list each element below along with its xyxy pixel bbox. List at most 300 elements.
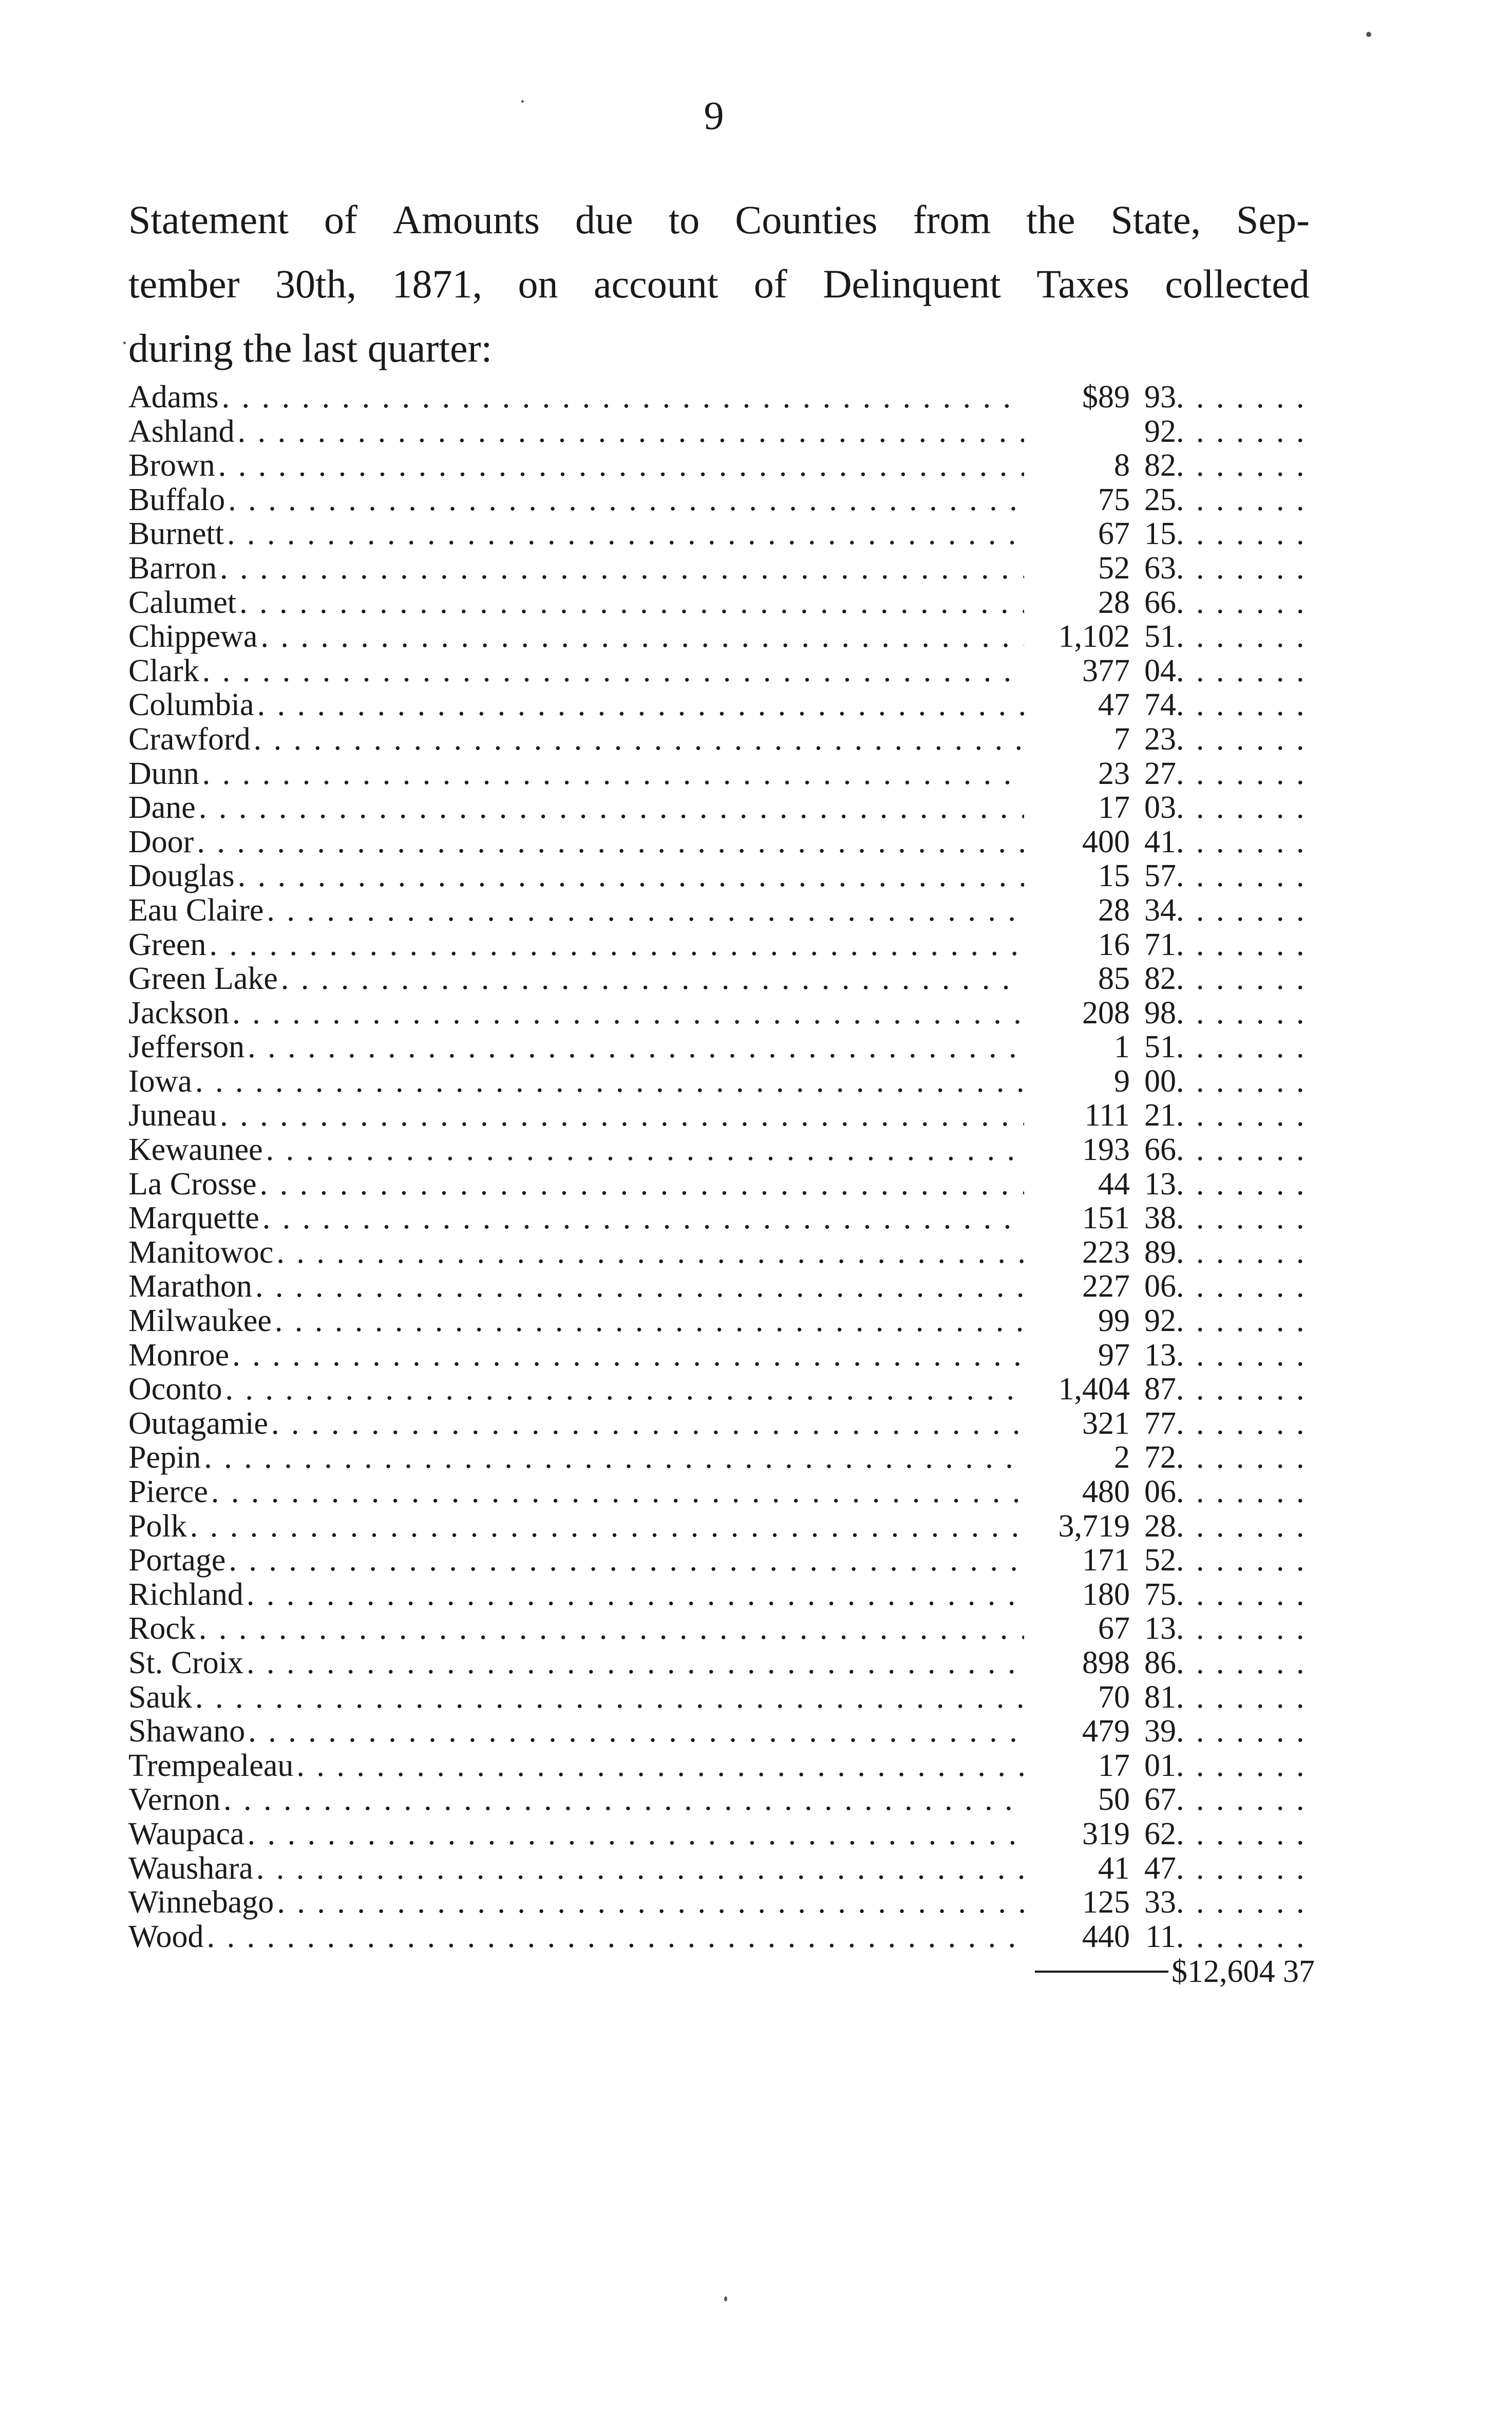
heading-line-1 — [128, 188, 1310, 252]
scan-speck — [1366, 32, 1371, 37]
heading-word: Counties — [735, 197, 878, 242]
county-row — [128, 688, 1315, 722]
dot-leader-tail — [1176, 1680, 1315, 1715]
dot-leader — [262, 1201, 1024, 1235]
amount-cents: 04 — [1144, 653, 1176, 688]
county-name: Ashland — [128, 414, 235, 449]
county-row — [128, 1920, 1315, 1954]
amount-dollars: 28 — [1098, 892, 1130, 928]
dot-leader-tail — [1176, 825, 1315, 859]
county-row — [128, 928, 1315, 962]
amount-cents: 51 — [1144, 619, 1176, 654]
county-name: Pierce — [128, 1474, 208, 1509]
heading-word: of — [324, 197, 357, 242]
county-name: Waushara — [128, 1850, 253, 1886]
county-name: Polk — [128, 1508, 187, 1544]
dot-leader-tail — [1176, 1440, 1315, 1475]
county-row — [128, 1201, 1315, 1235]
amount-cents: 62 — [1144, 1816, 1176, 1851]
dot-leader — [271, 1407, 1024, 1441]
county-row — [128, 996, 1315, 1031]
amount-cents: 86 — [1144, 1645, 1176, 1680]
heading-word: State, — [1110, 197, 1201, 242]
dot-leader — [248, 1817, 1024, 1851]
county-row — [128, 1817, 1315, 1851]
statement-heading — [128, 188, 1310, 380]
amount-cents: 33 — [1144, 1885, 1176, 1920]
dot-leader — [207, 1920, 1024, 1954]
county-row — [128, 380, 1315, 415]
amount-dollars: 400 — [1082, 824, 1130, 859]
amount-dollars: 23 — [1098, 756, 1130, 791]
county-row — [128, 893, 1315, 928]
amount-cents: 01 — [1144, 1748, 1176, 1783]
county-row — [128, 1612, 1315, 1646]
dot-leader — [256, 1851, 1024, 1886]
heading-word: Statement — [128, 197, 289, 242]
amount-dollars: 85 — [1098, 961, 1130, 997]
amount-dollars: 898 — [1082, 1645, 1130, 1680]
dot-leader — [202, 757, 1024, 791]
county-row — [128, 1851, 1315, 1886]
amount-dollars: 99 — [1098, 1303, 1130, 1339]
county-name: Manitowoc — [128, 1234, 274, 1270]
dot-leader — [195, 1064, 1024, 1099]
dot-leader — [232, 996, 1024, 1031]
county-name: Brown — [128, 448, 215, 483]
dot-leader-tail — [1176, 1133, 1315, 1167]
total-rule — [1035, 1971, 1168, 1973]
county-name: Green Lake — [128, 961, 278, 997]
dot-leader — [276, 1235, 1024, 1270]
county-row — [128, 791, 1315, 825]
dot-leader-tail — [1176, 448, 1315, 483]
county-row — [128, 1578, 1315, 1612]
dot-leader — [220, 551, 1024, 586]
amount-cents: 92 — [1144, 1303, 1176, 1339]
heading-word: 30th, — [275, 261, 357, 306]
amount-cents: 11 — [1145, 1919, 1176, 1954]
dot-leader — [266, 1133, 1024, 1167]
county-name: Portage — [128, 1543, 226, 1578]
dot-leader-tail — [1176, 722, 1315, 757]
county-row — [128, 1749, 1315, 1783]
county-name: Waupaca — [128, 1816, 244, 1851]
heading-word: collected — [1165, 261, 1310, 306]
county-name: Winnebago — [128, 1885, 274, 1920]
heading-word: Taxes — [1036, 261, 1129, 306]
dot-leader-tail — [1176, 620, 1315, 654]
dot-leader-tail — [1176, 688, 1315, 722]
heading-word: of — [753, 261, 787, 306]
amount-cents: 92 — [1144, 414, 1176, 449]
dot-leader-tail — [1176, 654, 1315, 688]
county-name: Shawano — [128, 1714, 245, 1749]
amount-cents: 47 — [1144, 1850, 1176, 1886]
dot-leader — [195, 1680, 1024, 1715]
dot-leader — [239, 586, 1024, 620]
amount-cents: 06 — [1144, 1269, 1176, 1304]
amount-cents: 39 — [1144, 1714, 1176, 1749]
dot-leader-tail — [1176, 1783, 1315, 1817]
heading-word: account — [593, 261, 719, 306]
dot-leader-tail — [1176, 1269, 1315, 1304]
county-name: Rock — [128, 1611, 196, 1646]
county-row — [128, 1098, 1315, 1133]
amount-dollars: 17 — [1098, 1748, 1130, 1783]
amount-cents: 98 — [1144, 995, 1176, 1031]
amount-dollars: 479 — [1082, 1714, 1130, 1749]
county-name: Burnett — [128, 516, 224, 552]
county-row — [128, 1235, 1315, 1270]
county-name: Jackson — [128, 995, 230, 1031]
dot-leader — [260, 1167, 1024, 1202]
dot-leader — [232, 1338, 1024, 1373]
amount-dollars: 223 — [1082, 1234, 1130, 1270]
county-name: St. Croix — [128, 1645, 243, 1680]
dot-leader-tail — [1176, 757, 1315, 791]
county-row — [128, 757, 1315, 791]
county-row — [128, 859, 1315, 893]
dot-leader — [238, 859, 1024, 893]
dot-leader-tail — [1176, 1304, 1315, 1338]
amount-dollars: 28 — [1098, 585, 1130, 620]
county-name: Wood — [128, 1919, 204, 1954]
heading-word: tember — [128, 261, 240, 306]
county-name: La Crosse — [128, 1166, 257, 1202]
amount-cents: 06 — [1144, 1474, 1176, 1509]
amount-cents: 74 — [1144, 687, 1176, 723]
county-amounts-table — [128, 380, 1315, 1990]
heading-word: due — [575, 197, 633, 242]
heading-line-3: during the last quarter: — [128, 326, 493, 370]
amount-cents: 25 — [1144, 482, 1176, 517]
county-row — [128, 654, 1315, 688]
county-name: Milwaukee — [128, 1303, 272, 1339]
county-name: Marquette — [128, 1201, 259, 1236]
dot-leader-tail — [1176, 893, 1315, 928]
amount-dollars: 41 — [1098, 1850, 1130, 1886]
amount-cents: 75 — [1144, 1577, 1176, 1612]
heading-line-2 — [128, 252, 1310, 316]
county-name: Clark — [128, 653, 199, 688]
amount-dollars: 125 — [1082, 1885, 1130, 1920]
amount-cents: 00 — [1144, 1063, 1176, 1099]
amount-cents: 34 — [1144, 892, 1176, 928]
dot-leader-tail — [1176, 1338, 1315, 1373]
dot-leader — [204, 1440, 1024, 1475]
amount-dollars: 9 — [1114, 1063, 1130, 1099]
county-row — [128, 1064, 1315, 1099]
amount-dollars: 2 — [1114, 1440, 1130, 1475]
amount-cents: 52 — [1144, 1543, 1176, 1578]
amount-cents: 23 — [1144, 721, 1176, 757]
county-row — [128, 1646, 1315, 1680]
dot-leader-tail — [1176, 1749, 1315, 1783]
dot-leader — [202, 654, 1024, 688]
county-row — [128, 1030, 1315, 1064]
dot-leader — [277, 1885, 1024, 1920]
county-row — [128, 448, 1315, 483]
county-name: Barron — [128, 550, 217, 586]
amount-dollars: 17 — [1098, 790, 1130, 826]
dot-leader — [260, 620, 1024, 654]
county-row — [128, 1783, 1315, 1817]
amount-cents: 15 — [1144, 516, 1176, 552]
county-name: Douglas — [128, 858, 235, 894]
amount-dollars: 193 — [1082, 1132, 1130, 1168]
amount-dollars: 227 — [1082, 1269, 1130, 1304]
amount-dollars: 180 — [1082, 1577, 1130, 1612]
dot-leader — [222, 380, 1024, 415]
county-row — [128, 825, 1315, 859]
county-row — [128, 1680, 1315, 1715]
dot-leader — [254, 722, 1024, 757]
amount-dollars: 440 — [1082, 1919, 1130, 1954]
county-name: Columbia — [128, 687, 254, 723]
dot-leader-tail — [1176, 962, 1315, 996]
county-name: Adams — [128, 380, 219, 415]
amount-dollars: 75 — [1098, 482, 1130, 517]
county-name: Chippewa — [128, 619, 258, 654]
amount-cents: 67 — [1144, 1782, 1176, 1818]
county-row — [128, 483, 1315, 517]
dot-leader — [199, 1612, 1024, 1646]
page-number: 9 — [704, 93, 724, 138]
county-row — [128, 620, 1315, 654]
amount-cents: 28 — [1144, 1508, 1176, 1544]
amount-dollars: 1,102 — [1058, 619, 1130, 654]
amount-dollars: 97 — [1098, 1337, 1130, 1373]
amount-dollars: 47 — [1098, 687, 1130, 723]
dot-leader-tail — [1176, 1578, 1315, 1612]
county-row — [128, 722, 1315, 757]
amount-cents: 41 — [1144, 824, 1176, 859]
amount-dollars: 208 — [1082, 995, 1130, 1031]
amount-dollars: $89 — [1082, 380, 1130, 415]
amount-dollars: 480 — [1082, 1474, 1130, 1509]
amount-cents: 63 — [1144, 550, 1176, 586]
amount-dollars: 70 — [1098, 1679, 1130, 1715]
county-name: Iowa — [128, 1063, 192, 1099]
amount-dollars: 111 — [1084, 1098, 1130, 1133]
amount-dollars: 15 — [1098, 858, 1130, 894]
heading-word: from — [913, 197, 991, 242]
dot-leader-tail — [1176, 1475, 1315, 1509]
dot-leader — [238, 415, 1024, 449]
dot-leader — [267, 893, 1024, 928]
dot-leader-tail — [1176, 1509, 1315, 1544]
county-row — [128, 1475, 1315, 1509]
dot-leader-tail — [1176, 1407, 1315, 1441]
amount-cents: 13 — [1144, 1337, 1176, 1373]
county-row — [128, 1304, 1315, 1338]
dot-leader-tail — [1176, 415, 1315, 449]
dot-leader-tail — [1176, 1543, 1315, 1578]
amount-dollars: 3,719 — [1058, 1508, 1130, 1544]
dot-leader-tail — [1176, 1714, 1315, 1749]
county-row — [128, 962, 1315, 996]
amount-dollars: 16 — [1098, 927, 1130, 962]
amount-cents: 77 — [1144, 1406, 1176, 1441]
amount-cents: 03 — [1144, 790, 1176, 826]
amount-cents: 21 — [1144, 1098, 1176, 1133]
dot-leader-tail — [1176, 1064, 1315, 1099]
dot-leader — [227, 517, 1024, 551]
amount-cents: 66 — [1144, 1132, 1176, 1168]
dot-leader-tail — [1176, 1167, 1315, 1202]
dot-leader-tail — [1176, 1817, 1315, 1851]
dot-leader-tail — [1176, 791, 1315, 825]
county-name: Eau Claire — [128, 892, 264, 928]
county-name: Oconto — [128, 1372, 222, 1407]
dot-leader-tail — [1176, 928, 1315, 962]
dot-leader-tail — [1176, 1235, 1315, 1270]
dot-leader-tail — [1176, 517, 1315, 551]
county-row — [128, 1885, 1315, 1920]
dot-leader-tail — [1176, 380, 1315, 415]
amount-cents: 89 — [1144, 1234, 1176, 1270]
amount-cents: 27 — [1144, 756, 1176, 791]
scan-speck — [724, 2296, 727, 2301]
dot-leader — [209, 928, 1024, 962]
county-row — [128, 1714, 1315, 1749]
dot-leader-tail — [1176, 483, 1315, 517]
amount-cents: 93 — [1144, 380, 1176, 415]
amount-cents: 13 — [1144, 1166, 1176, 1202]
county-name: Calumet — [128, 585, 237, 620]
dot-leader — [281, 962, 1024, 996]
scan-speck — [123, 342, 126, 344]
amount-dollars: 377 — [1082, 653, 1130, 688]
county-name: Buffalo — [128, 482, 225, 517]
county-row — [128, 551, 1315, 586]
amount-cents: 66 — [1144, 585, 1176, 620]
dot-leader — [248, 1030, 1024, 1064]
dot-leader-tail — [1176, 586, 1315, 620]
amount-cents: 72 — [1144, 1440, 1176, 1475]
county-name: Sauk — [128, 1679, 192, 1715]
county-row — [128, 586, 1315, 620]
dot-leader-tail — [1176, 1646, 1315, 1680]
county-row — [128, 1269, 1315, 1304]
dot-leader — [199, 791, 1024, 825]
dot-leader — [247, 1646, 1024, 1680]
heading-word: 1871, — [392, 261, 483, 306]
dot-leader — [190, 1509, 1024, 1544]
dot-leader — [255, 1269, 1024, 1304]
county-name: Dunn — [128, 756, 199, 791]
county-row — [128, 1440, 1315, 1475]
county-name: Richland — [128, 1577, 243, 1612]
amount-dollars: 8 — [1114, 448, 1130, 483]
dot-leader — [218, 448, 1024, 483]
scan-speck — [521, 100, 524, 103]
amount-cents: 71 — [1144, 927, 1176, 962]
county-name: Kewaunee — [128, 1132, 263, 1168]
dot-leader-tail — [1176, 1612, 1315, 1646]
heading-word: on — [518, 261, 558, 306]
dot-leader-tail — [1176, 859, 1315, 893]
amount-dollars: 1,404 — [1058, 1372, 1130, 1407]
dot-leader — [197, 825, 1024, 859]
dot-leader — [248, 1714, 1024, 1749]
dot-leader-tail — [1176, 996, 1315, 1031]
county-row — [128, 1543, 1315, 1578]
amount-cents: 82 — [1144, 448, 1176, 483]
dot-leader — [247, 1578, 1024, 1612]
dot-leader-tail — [1176, 1851, 1315, 1886]
amount-dollars: 7 — [1114, 721, 1130, 757]
amount-cents: 87 — [1144, 1372, 1176, 1407]
amount-dollars: 67 — [1098, 1611, 1130, 1646]
total-amount: $12,604 37 — [1171, 1954, 1315, 1990]
county-name: Outagamie — [128, 1406, 269, 1441]
county-name: Vernon — [128, 1782, 221, 1818]
county-row — [128, 1167, 1315, 1202]
county-row — [128, 1509, 1315, 1544]
amount-cents: 81 — [1144, 1679, 1176, 1715]
amount-dollars: 171 — [1082, 1543, 1130, 1578]
county-name: Juneau — [128, 1098, 217, 1133]
dot-leader-tail — [1176, 1030, 1315, 1064]
county-row — [128, 517, 1315, 551]
dot-leader-tail — [1176, 1201, 1315, 1235]
county-name: Pepin — [128, 1440, 201, 1475]
amount-cents: 51 — [1144, 1029, 1176, 1065]
dot-leader — [211, 1475, 1024, 1509]
heading-word: Sep- — [1236, 197, 1310, 242]
dot-leader-tail — [1176, 1372, 1315, 1407]
heading-word: Delinquent — [823, 261, 1001, 306]
total-row — [128, 1954, 1315, 1990]
dot-leader — [228, 483, 1024, 517]
heading-word: Amounts — [392, 197, 540, 242]
dot-leader-tail — [1176, 551, 1315, 586]
dot-leader — [257, 688, 1024, 722]
county-name: Dane — [128, 790, 196, 826]
heading-word: the — [1026, 197, 1075, 242]
county-name: Trempealeau — [128, 1748, 294, 1783]
dot-leader-tail — [1176, 1920, 1315, 1954]
dot-leader — [275, 1304, 1024, 1338]
amount-cents: 57 — [1144, 858, 1176, 894]
amount-dollars: 52 — [1098, 550, 1130, 586]
dot-leader — [296, 1749, 1024, 1783]
county-row — [128, 1372, 1315, 1407]
dot-leader — [229, 1543, 1024, 1578]
county-row — [128, 415, 1315, 449]
amount-dollars: 319 — [1082, 1816, 1130, 1851]
amount-dollars: 44 — [1098, 1166, 1130, 1202]
county-name: Crawford — [128, 721, 251, 757]
county-row — [128, 1407, 1315, 1441]
county-row — [128, 1338, 1315, 1373]
amount-cents: 13 — [1144, 1611, 1176, 1646]
county-name: Jefferson — [128, 1029, 245, 1065]
county-row — [128, 1133, 1315, 1167]
amount-dollars: 67 — [1098, 516, 1130, 552]
dot-leader-tail — [1176, 1098, 1315, 1133]
amount-cents: 82 — [1144, 961, 1176, 997]
county-name: Marathon — [128, 1269, 253, 1304]
dot-leader — [220, 1098, 1024, 1133]
dot-leader — [223, 1783, 1024, 1817]
county-name: Monroe — [128, 1337, 230, 1373]
amount-cents: 38 — [1144, 1201, 1176, 1236]
amount-dollars: 1 — [1114, 1029, 1130, 1065]
heading-word: to — [668, 197, 700, 242]
